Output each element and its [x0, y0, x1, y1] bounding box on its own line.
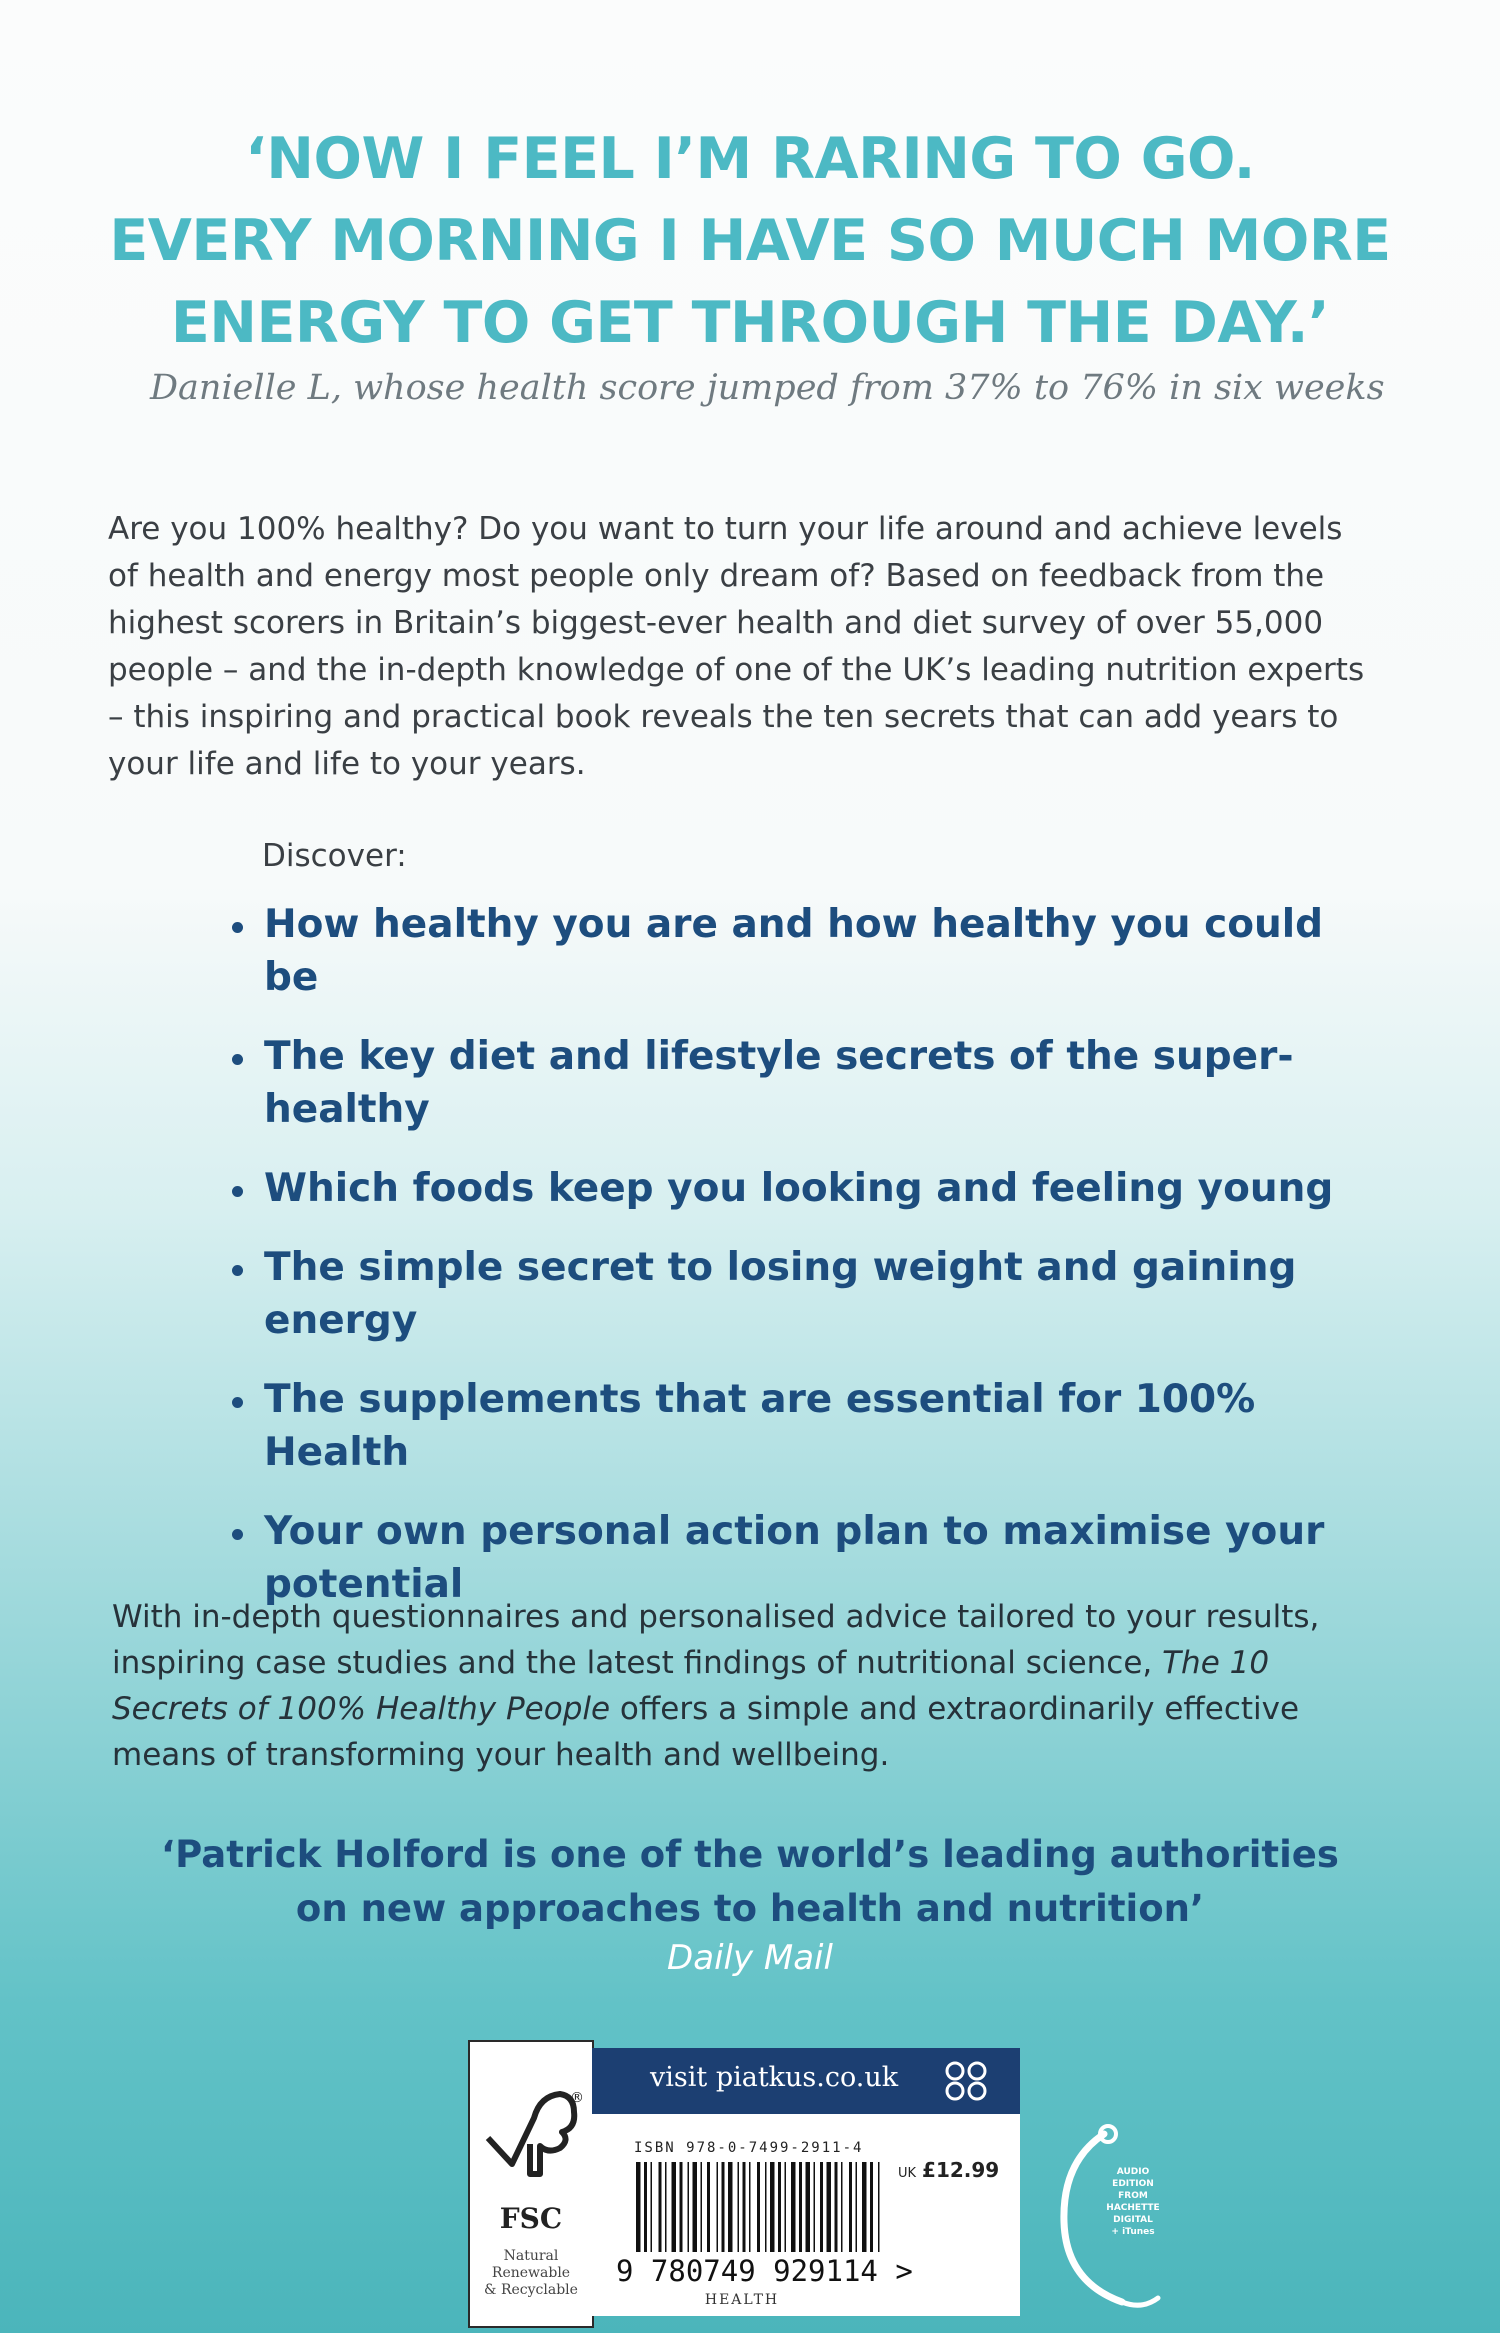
barcode-digits: 9 780749 929114 > — [616, 2254, 913, 2288]
barcode-panel — [592, 2048, 1020, 2316]
list-item-text: How healthy you are and how healthy you could be — [264, 902, 1324, 1000]
list-item-text: The key diet and lifestyle secrets of the super-healthy — [264, 1034, 1294, 1132]
audio-text-line: EDITION — [1112, 2179, 1154, 2189]
fsc-subtext-line: Renewable — [491, 2265, 571, 2281]
quote-attribution: Danielle L, whose health score jumped from 37% to 76% in six weeks — [150, 368, 1385, 408]
fsc-subtext-line: Natural — [503, 2248, 559, 2264]
audio-text-line: + iTunes — [1111, 2227, 1155, 2237]
press-quote-line-2: on new approaches to health and nutrition’ — [295, 1887, 1205, 1930]
audio-edition-badge — [1042, 2122, 1192, 2322]
audio-edition-text — [1088, 2166, 1178, 2238]
list-item — [232, 898, 1382, 1004]
publisher-bar — [592, 2048, 1020, 2114]
list-item-text: The simple secret to losing weight and gaining energy — [264, 1245, 1297, 1343]
discover-list — [232, 898, 1382, 1637]
bullet-icon — [232, 922, 243, 933]
list-item — [232, 1373, 1382, 1479]
outro-paragraph — [112, 1594, 1372, 1778]
intro-paragraph: Are you 100% healthy? Do you want to turn your life around and achieve levels of health and energy most people only dream of? Based on feedback from the highest scorers in Britain’s biggest-ever health and diet survey of over 55,000 people – and the in-depth knowledge of one of the UK’s leading nutrition experts – this inspiring and practical book reveals the ten secrets that can add years to your life and life to your years. — [108, 511, 1365, 782]
list-item — [232, 1241, 1382, 1347]
list-item-text: The supplements that are essential for 100% Health — [264, 1377, 1256, 1475]
outro-text-start: With in-depth questionnaires and personalised advice tailored to your results, inspiring case studies and the latest findings of nutritional science, — [112, 1599, 1320, 1681]
press-quote-line-1: ‘Patrick Holford is one of the world’s leading authorities — [161, 1833, 1339, 1876]
fsc-label: FSC — [499, 2202, 563, 2235]
list-item-text: Which foods keep you looking and feeling young — [264, 1166, 1334, 1211]
registered-mark: ® — [570, 2090, 584, 2106]
fsc-subtext-line: & Recyclable — [484, 2282, 578, 2298]
audio-text-line: DIGITAL — [1113, 2215, 1153, 2225]
audio-text-line: AUDIO — [1116, 2167, 1150, 2177]
list-item — [232, 1162, 1382, 1215]
bullet-icon — [232, 1054, 243, 1065]
press-source: Daily Mail — [667, 1938, 833, 1978]
bullet-icon — [232, 1265, 243, 1276]
tree-check-icon — [478, 2078, 582, 2188]
bullet-icon — [232, 1186, 243, 1197]
outro-text-end: offers a simple and extraordinarily effective means of transforming your health and wellbeing. — [112, 1691, 1300, 1773]
press-quote — [0, 1828, 1500, 1936]
price — [898, 2158, 999, 2182]
bullet-icon — [232, 1529, 243, 1540]
price-value: £12.99 — [922, 2158, 1000, 2182]
list-item-text: Your own personal action plan to maximise your potential — [264, 1509, 1325, 1607]
pull-quote-line-2: EVERY MORNING I HAVE SO MUCH MORE — [109, 208, 1391, 274]
pull-quote-line-1: ‘NOW I FEEL I’M RARING TO GO. — [245, 126, 1255, 192]
pull-quote — [0, 118, 1500, 364]
price-region: UK — [898, 2166, 917, 2181]
publisher-url[interactable]: visit piatkus.co.uk — [650, 2062, 899, 2093]
discover-heading: Discover: — [262, 838, 407, 874]
list-item — [232, 1030, 1382, 1136]
fsc-logo — [468, 2040, 594, 2328]
bullet-icon — [232, 1397, 243, 1408]
audio-text-line: FROM — [1118, 2191, 1148, 2201]
category-label: HEALTH — [704, 2292, 780, 2308]
audio-text-line: HACHETTE — [1106, 2203, 1160, 2213]
barcode-icon — [634, 2162, 884, 2252]
book-title: The 10 Secrets of 100% Healthy People — [112, 1645, 1270, 1727]
pull-quote-line-3: ENERGY TO GET THROUGH THE DAY.’ — [170, 290, 1330, 356]
fsc-subtext — [470, 2248, 592, 2299]
publisher-logo-icon — [944, 2060, 988, 2102]
isbn-label: ISBN 978-0-7499-2911-4 — [634, 2140, 864, 2156]
